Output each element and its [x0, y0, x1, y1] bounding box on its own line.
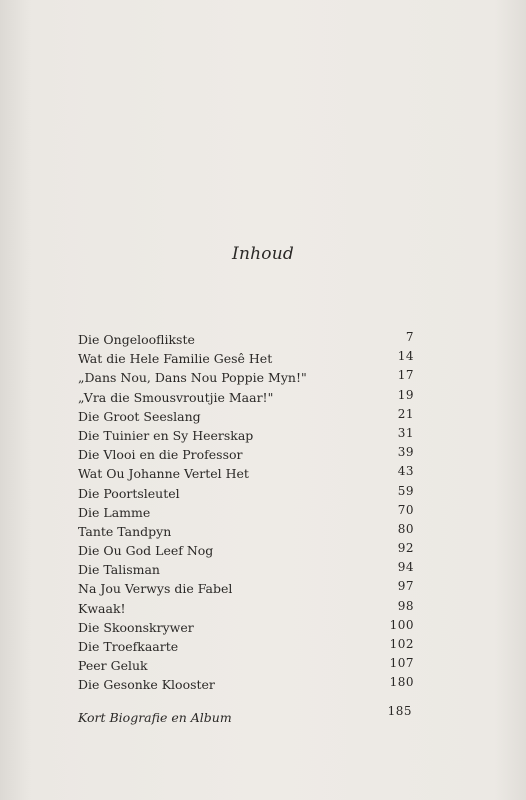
toc-entry [78, 349, 414, 368]
toc-entry-page: 31 [397, 425, 414, 440]
toc-entry-page: 107 [389, 656, 414, 671]
toc-entry [78, 426, 414, 445]
toc-entry [78, 445, 414, 464]
toc-entry-title: Die Groot Seeslang [78, 408, 201, 424]
toc-entry [78, 579, 414, 598]
toc-entry-title: Die Troefkaarte [78, 639, 179, 654]
toc-entry-page: 70 [397, 502, 414, 517]
toc-entry-page: 14 [397, 349, 414, 364]
toc-entry [78, 503, 414, 522]
toc-entry-title: Na Jou Verwys die Fabel [78, 581, 233, 597]
toc-entry [78, 599, 414, 618]
toc-entry-page: 17 [397, 368, 414, 383]
toc-entry-title: Die Poortsleutel [78, 485, 180, 501]
toc-entry-page: 98 [397, 598, 414, 613]
toc-entry-page: 92 [397, 541, 414, 556]
toc-entry-title: Tante Tandpyn [78, 523, 172, 539]
toc-entry-page: 59 [397, 483, 414, 498]
toc-entry-page: 39 [397, 445, 414, 460]
toc-entry [78, 484, 414, 503]
toc-entry-title: Die Vlooi en die Professor [78, 447, 243, 463]
toc-entry-title: Wat Ou Johanne Vertel Het [78, 466, 249, 482]
toc-entry-page: 94 [397, 560, 414, 575]
toc-entry [78, 675, 414, 694]
toc-entry-title: Die Ongelooflikste [78, 332, 195, 347]
toc-entry-title: Die Ou God Leef Nog [78, 543, 214, 559]
toc-entry [78, 637, 414, 656]
toc-entry-page: 43 [397, 464, 414, 479]
toc-extra-title: Kort Biografie en Album [78, 710, 232, 725]
toc-entry [78, 368, 414, 387]
contents-heading: Inhoud [232, 244, 294, 264]
toc-entry [78, 330, 414, 349]
toc-entry-title: Die Skoonskrywer [78, 619, 194, 635]
toc-extra-entry [78, 704, 414, 730]
toc-entry [78, 388, 414, 407]
toc-entry [78, 656, 414, 675]
toc-extra-page: 185 [387, 704, 412, 718]
toc-entry-page: 21 [397, 406, 414, 421]
toc-entry [78, 522, 414, 541]
toc-entry-page: 180 [389, 675, 414, 690]
toc-entry [78, 618, 414, 637]
toc-entry [78, 541, 414, 560]
toc-entry-title: Die Tuinier en Sy Heerskap [78, 427, 254, 443]
toc-entry [78, 560, 414, 579]
toc-entry-title: Peer Geluk [78, 658, 148, 674]
toc-entry-page: 100 [389, 617, 414, 632]
toc-entry-page: 7 [405, 330, 414, 344]
toc-entry-title: Die Gesonke Klooster [78, 677, 215, 693]
toc-entry-title: „Dans Nou, Dans Nou Poppie Myn!" [78, 370, 307, 386]
toc-entry [78, 464, 414, 483]
toc-entry-title: Kwaak! [78, 600, 126, 616]
toc-entry-title: Die Talisman [78, 562, 160, 578]
toc-entry-page: 80 [397, 521, 414, 536]
toc-entry-title: „Vra die Smousvroutjie Maar!" [78, 389, 274, 405]
toc-entry-title: Die Lamme [78, 504, 151, 520]
toc-entry-page: 102 [389, 637, 414, 651]
toc-entry [78, 407, 414, 426]
table-of-contents [78, 330, 414, 695]
toc-entry-title: Wat die Hele Familie Gesê Het [78, 351, 273, 367]
toc-entry-page: 97 [397, 579, 414, 594]
toc-entry-page: 19 [397, 387, 414, 402]
